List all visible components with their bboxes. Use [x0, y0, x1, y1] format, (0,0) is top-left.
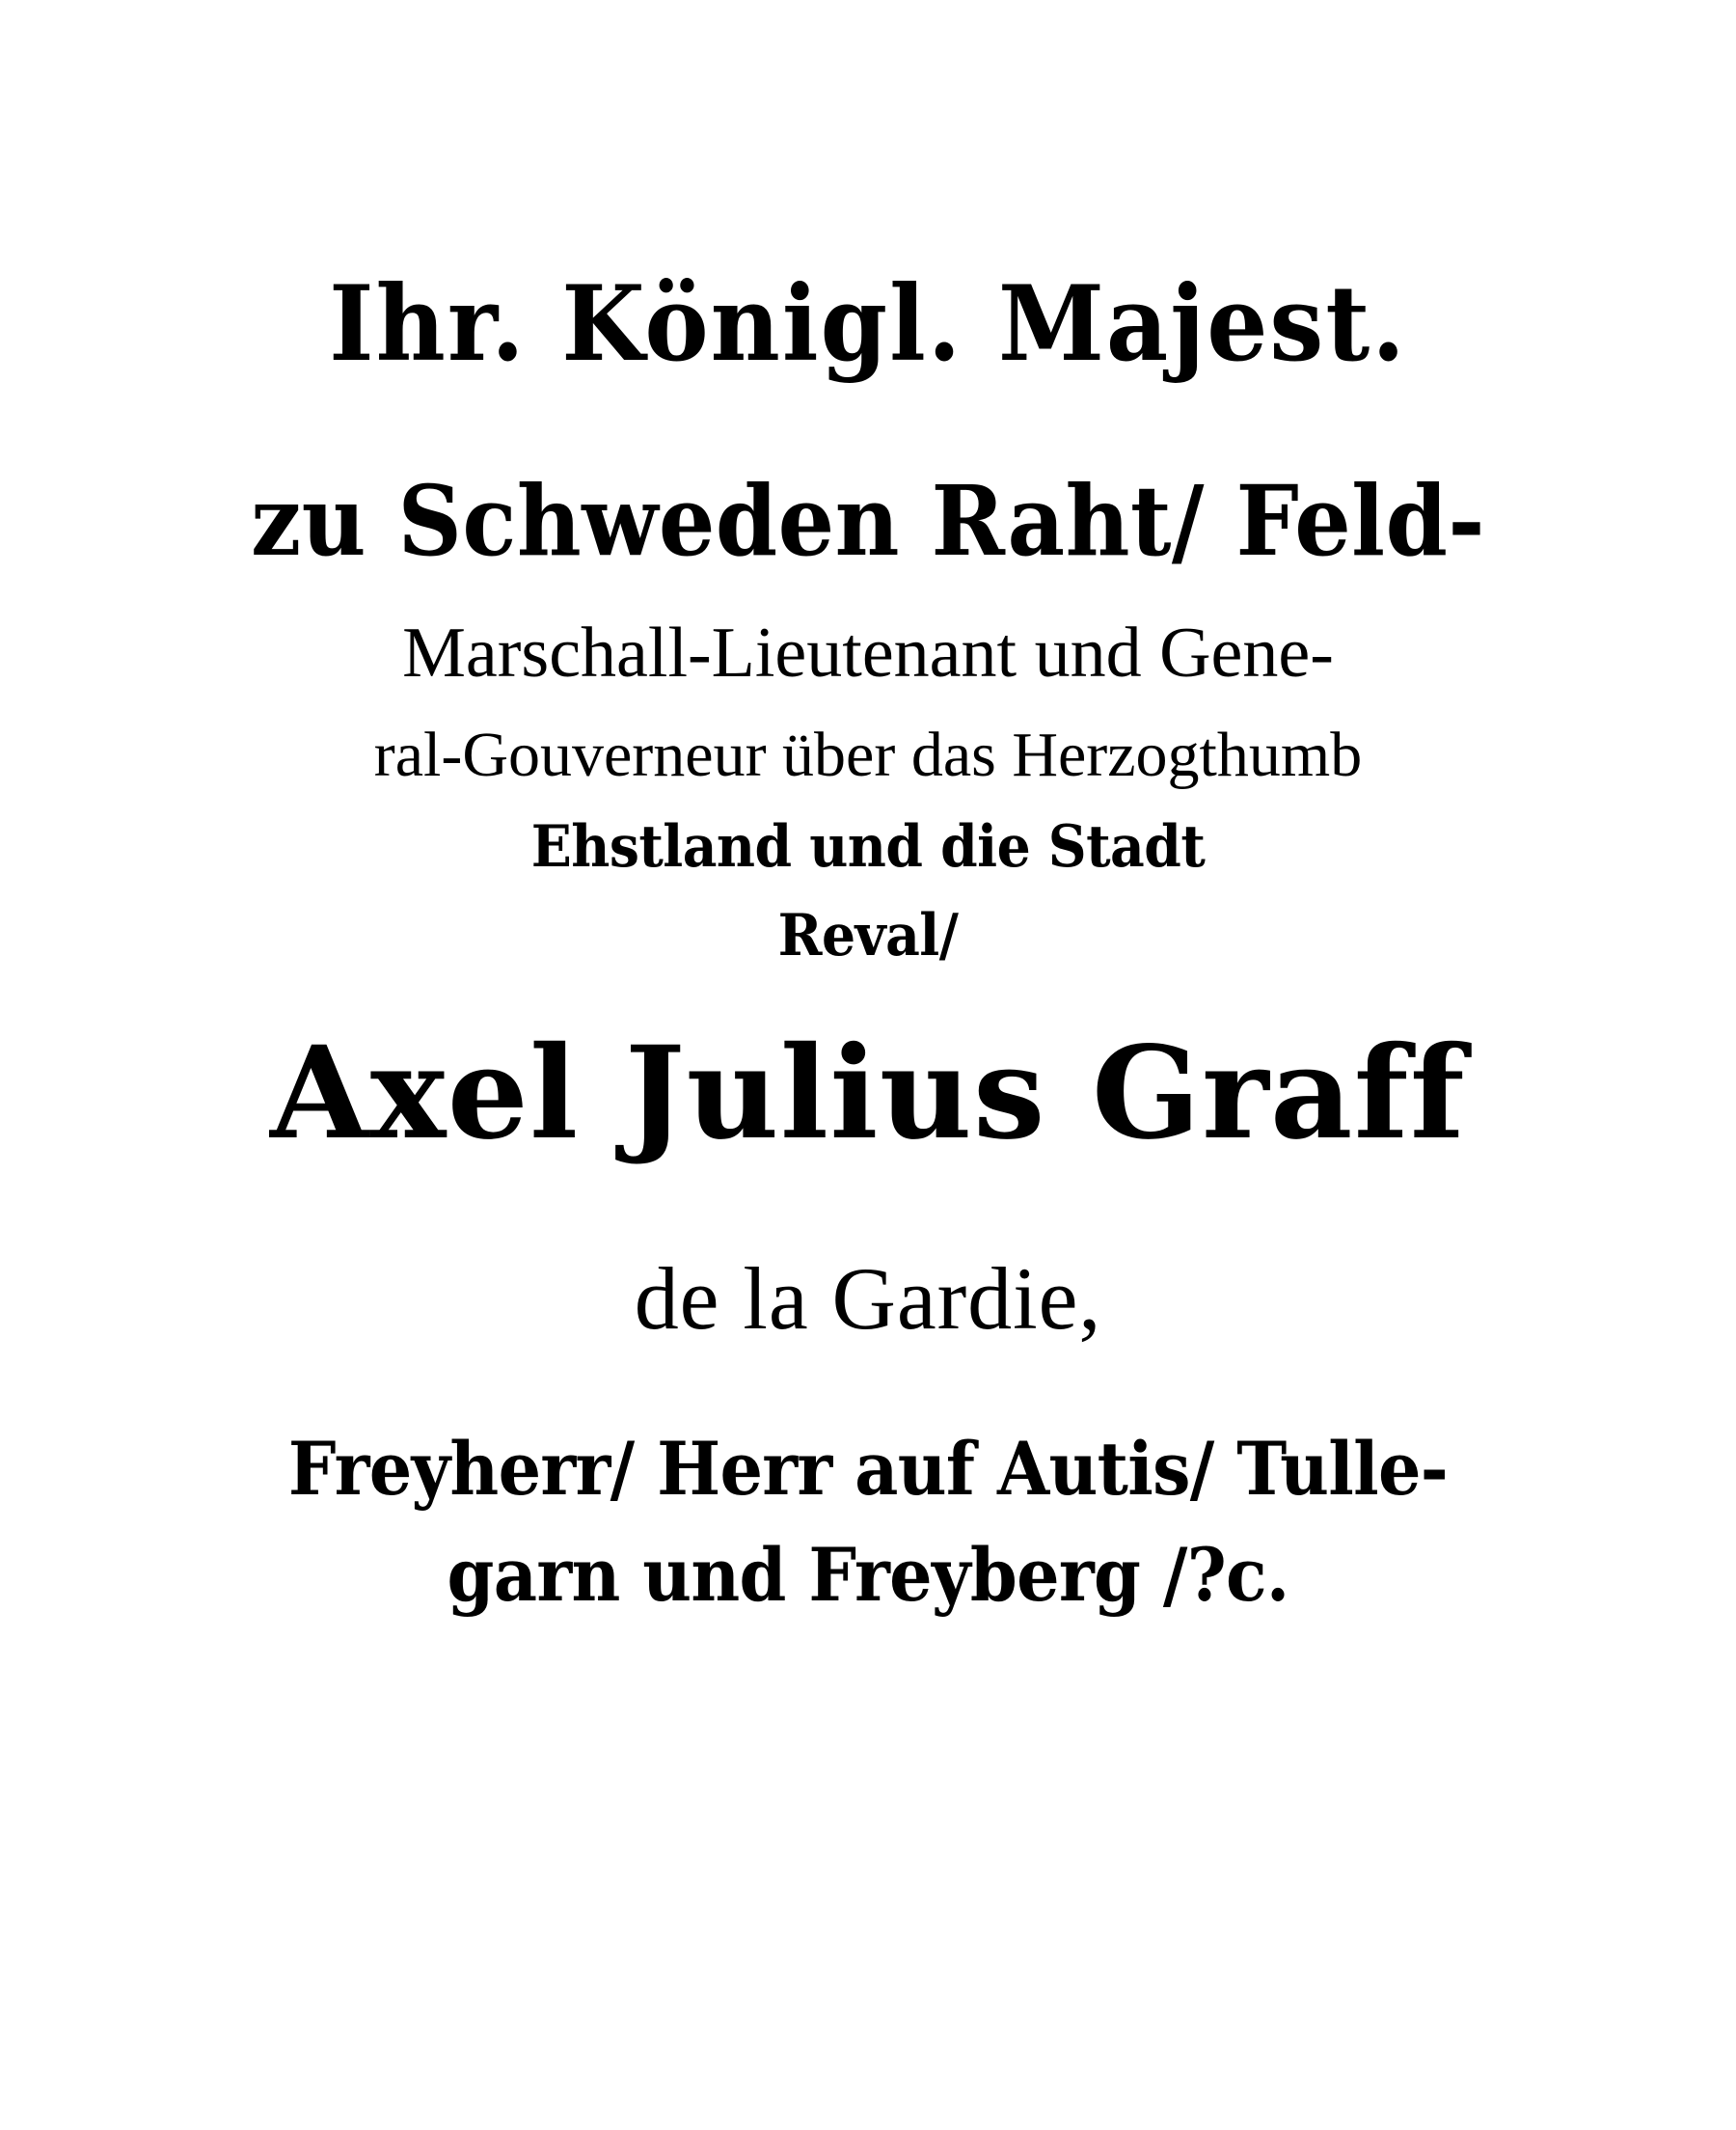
title-line-2: zu Schweden Raht/ Feld-: [250, 464, 1486, 578]
title-line-6: Reval/: [777, 902, 959, 969]
honorific-line-2: garn und Freyberg /?c.: [447, 1532, 1289, 1618]
subject-name-line: Axel Julius Graff: [270, 1019, 1466, 1168]
title-line-3: Marschall-Lieutenant und Gene-: [402, 614, 1334, 693]
title-line-1: Ihr. Königl. Majest.: [329, 263, 1407, 385]
honorific-line-1: Freyherr/ Herr auf Autis/ Tulle-: [287, 1426, 1449, 1512]
title-line-5: Ehstland und die Stadt: [530, 813, 1206, 881]
title-line-4: ral-Gouverneur über das Herzogthumb: [373, 720, 1363, 790]
subject-surname-line: de la Gardie,: [634, 1249, 1102, 1348]
